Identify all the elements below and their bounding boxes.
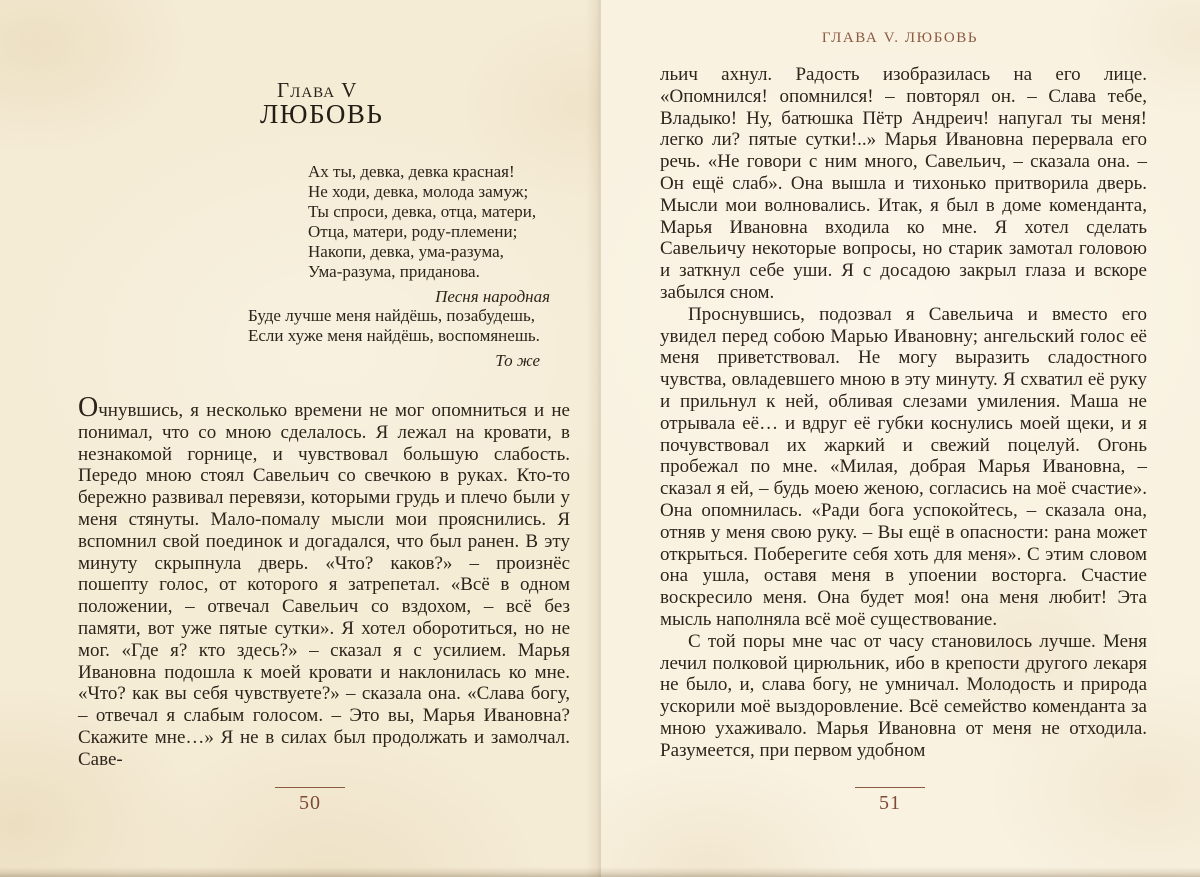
page-right xyxy=(600,0,1200,877)
page-number: 51 xyxy=(879,792,901,814)
right-page-body xyxy=(660,64,1147,762)
epigraph-line: Отца, матери, роду-племени; xyxy=(308,222,518,241)
epigraph-line: Буде лучше меня найдёшь, позабудешь, xyxy=(248,306,535,325)
epigraph-attribution: То же xyxy=(495,351,540,370)
page-number: 50 xyxy=(299,792,321,814)
chapter-title: ЛЮБОВЬ xyxy=(260,99,384,129)
epigraph-folk-song xyxy=(308,162,550,307)
epigraph-second xyxy=(248,306,540,371)
epigraph-line: Если хуже меня найдёшь, воспомянешь. xyxy=(248,326,540,345)
body-paragraph: Проснувшись, подозвал я Савельича и вместо его увидел перед собою Марью Ивановну; ангельский голос её меня приветствовал. Не могу выразить сладостного чувства, овладевшего мною в эту минуту. Я схватил её руку и прильнул к ней, обливая слезами умиления. Маша не отрывала её… и вдруг её губки коснулись моей щеки, и я почувствовал их жаркий и свежий поцелуй. Огонь пробежал по мне. «Милая, добрая Марья Ивановна, – сказал я ей, – будь моею женою, согласись на моё счастие». Она опомнилась. «Ради бога успокойтесь, – сказала она, отняв у меня свою руку. – Вы ещё в опасности: рана может открыться. Поберегите себя хоть для меня». С этим словом она ушла, оставя меня в упоении восторга. Счастие воскресило меня. Она будет моя! она меня любит! Эта мысль наполняла всё моё существование. xyxy=(660,303,1147,630)
left-page-folio xyxy=(250,787,370,815)
body-paragraph: льич ахнул. Радость изобразилась на его лице. «Опомнился! опомнился! – повторял он. – Слава тебе, Владыко! Ну, батюшка Пётр Андреич! напугал ты меня! легко ли? пятые сутки!..» Марья Ивановна перервала его речь. «Не говори с ним много, Савельич, – сказала она. – Он ещё слаб». Она вышла и тихонько притворила дверь. Мысли мои волновались. Итак, я был в доме коменданта, Марья Ивановна входила ко мне. Я хотел сделать Савельичу некоторые вопросы, но старик замотал головою и заткнул себе уши. Я с досадою закрыл глаза и вскоре забылся сном. xyxy=(660,64,1147,303)
epigraph-line: Не ходи, девка, молода замуж; xyxy=(308,182,529,201)
body-paragraph-text: чнувшись, я несколько времени не мог опомниться и не понимал, что со мною сделалось. Я лежал на кровати, в незнакомой горнице, и чувствовал большую слабость. Передо мною стоял Савельич со свечкою в руках. Кто-то бережно развивал перевязи, которыми грудь и плечо были у меня стянуты. Мало-помалу мысли мои прояснились. Я вспомнил свой поединок и догадался, что был ранен. В эту минуту скрыпнула дверь. «Что? каков?» – произнёс пошепту голос, от которого я затрепетал. «Всё в одном положении, – отвечал Савельич со вздохом, – всё без памяти, вот уже пятые сутки». Я хотел оборотиться, но не мог. «Где я? кто здесь?» – сказал я с усилием. Марья Ивановна подошла к моей кровати и наклонилась ко мне. «Что? как вы себя чувствуете?» – сказала она. «Слава богу, – отвечал я слабым голосом. – Это вы, Марья Ивановна? Скажите мне…» Я не в силах был продолжать и замолчал. Саве- xyxy=(78,400,570,770)
drop-cap-initial: О xyxy=(78,392,99,423)
epigraph-line: Ума-разума, приданова. xyxy=(308,262,480,281)
epigraph-line: Ах ты, девка, девка красная! xyxy=(308,162,515,181)
folio-rule xyxy=(275,787,345,788)
folio-rule xyxy=(855,787,925,788)
chapter-label: Глава V xyxy=(277,78,358,102)
body-paragraph: С той поры мне час от часу становилось лучше. Меня лечил полковой цирюльник, ибо в крепости другого лекаря не было, и, слава богу, не умничал. Молодость и природа ускорили моё выздоровление. Всё семейство коменданта за мною ухаживало. Марья Ивановна от меня не отходила. Разумеется, при первом удобном xyxy=(660,630,1147,761)
epigraph-attribution: Песня народная xyxy=(435,287,550,306)
epigraph-line: Ты спроси, девка, отца, матери, xyxy=(308,202,537,221)
right-page-folio xyxy=(830,787,950,815)
left-page-body xyxy=(78,392,570,771)
body-paragraph xyxy=(78,392,570,771)
epigraph-line: Накопи, девка, ума-разума, xyxy=(308,242,504,261)
running-head: ГЛАВА V. ЛЮБОВЬ xyxy=(821,30,979,46)
